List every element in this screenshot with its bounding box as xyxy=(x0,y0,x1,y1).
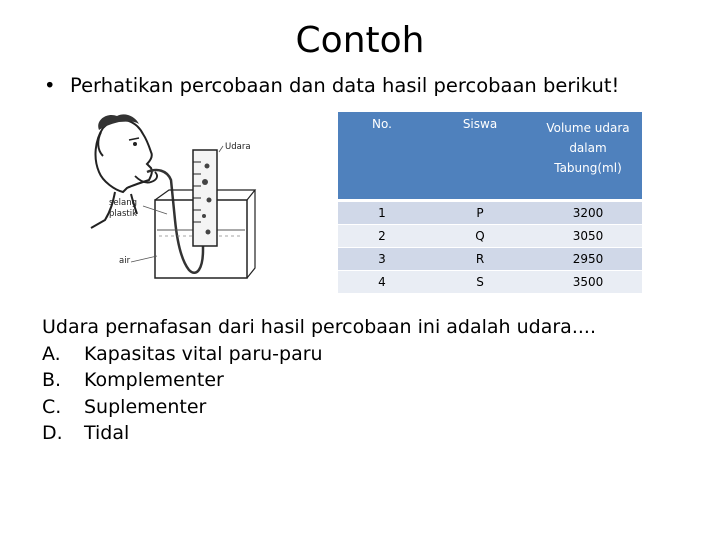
option-text: Suplementer xyxy=(84,395,207,418)
header-no: No. xyxy=(338,112,426,201)
option-a xyxy=(42,341,596,368)
cell-siswa: Q xyxy=(426,225,534,248)
instruction-text: Perhatikan percobaan dan data hasil percobaan berikut! xyxy=(70,74,620,97)
question-block xyxy=(42,314,596,447)
cell-no: 2 xyxy=(338,225,426,248)
table-row xyxy=(338,225,642,248)
option-c xyxy=(42,394,596,421)
label-udara: Udara xyxy=(225,142,251,152)
label-plastik: plastik xyxy=(109,209,138,219)
cell-no: 3 xyxy=(338,248,426,271)
cell-volume: 2950 xyxy=(534,248,642,271)
option-letter: A. xyxy=(42,342,61,365)
option-d xyxy=(42,420,596,447)
cell-no: 1 xyxy=(338,201,426,225)
label-selang: selang xyxy=(109,198,138,208)
option-text: Komplementer xyxy=(84,369,224,391)
option-letter: C. xyxy=(42,395,62,418)
option-text: Kapasitas vital paru-paru xyxy=(84,342,323,365)
option-letter: B. xyxy=(42,369,62,391)
header-volume: Volume udara dalam Tabung(ml) xyxy=(534,112,642,201)
slide-title: Contoh xyxy=(295,20,425,61)
cell-volume: 3050 xyxy=(534,225,642,248)
cell-siswa: S xyxy=(426,271,534,294)
cell-siswa: P xyxy=(426,201,534,225)
label-air: air xyxy=(119,256,131,266)
header-siswa: Siswa xyxy=(426,112,534,201)
bullet-dot: • xyxy=(44,74,56,97)
question-stem: Udara pernafasan dari hasil percobaan ini adalah udara.... xyxy=(42,316,596,338)
cell-volume: 3200 xyxy=(534,201,642,225)
cell-siswa: R xyxy=(426,248,534,271)
table-row xyxy=(338,271,642,294)
instruction-bullet xyxy=(44,74,619,97)
cell-volume: 3500 xyxy=(534,271,642,294)
option-text: Tidal xyxy=(84,422,130,444)
option-letter: D. xyxy=(42,422,63,444)
results-table xyxy=(338,112,642,294)
option-b xyxy=(42,367,596,394)
cell-no: 4 xyxy=(338,271,426,294)
table-header-row xyxy=(338,112,642,201)
table-row xyxy=(338,201,642,225)
experiment-illustration xyxy=(85,110,257,295)
table-row xyxy=(338,248,642,271)
